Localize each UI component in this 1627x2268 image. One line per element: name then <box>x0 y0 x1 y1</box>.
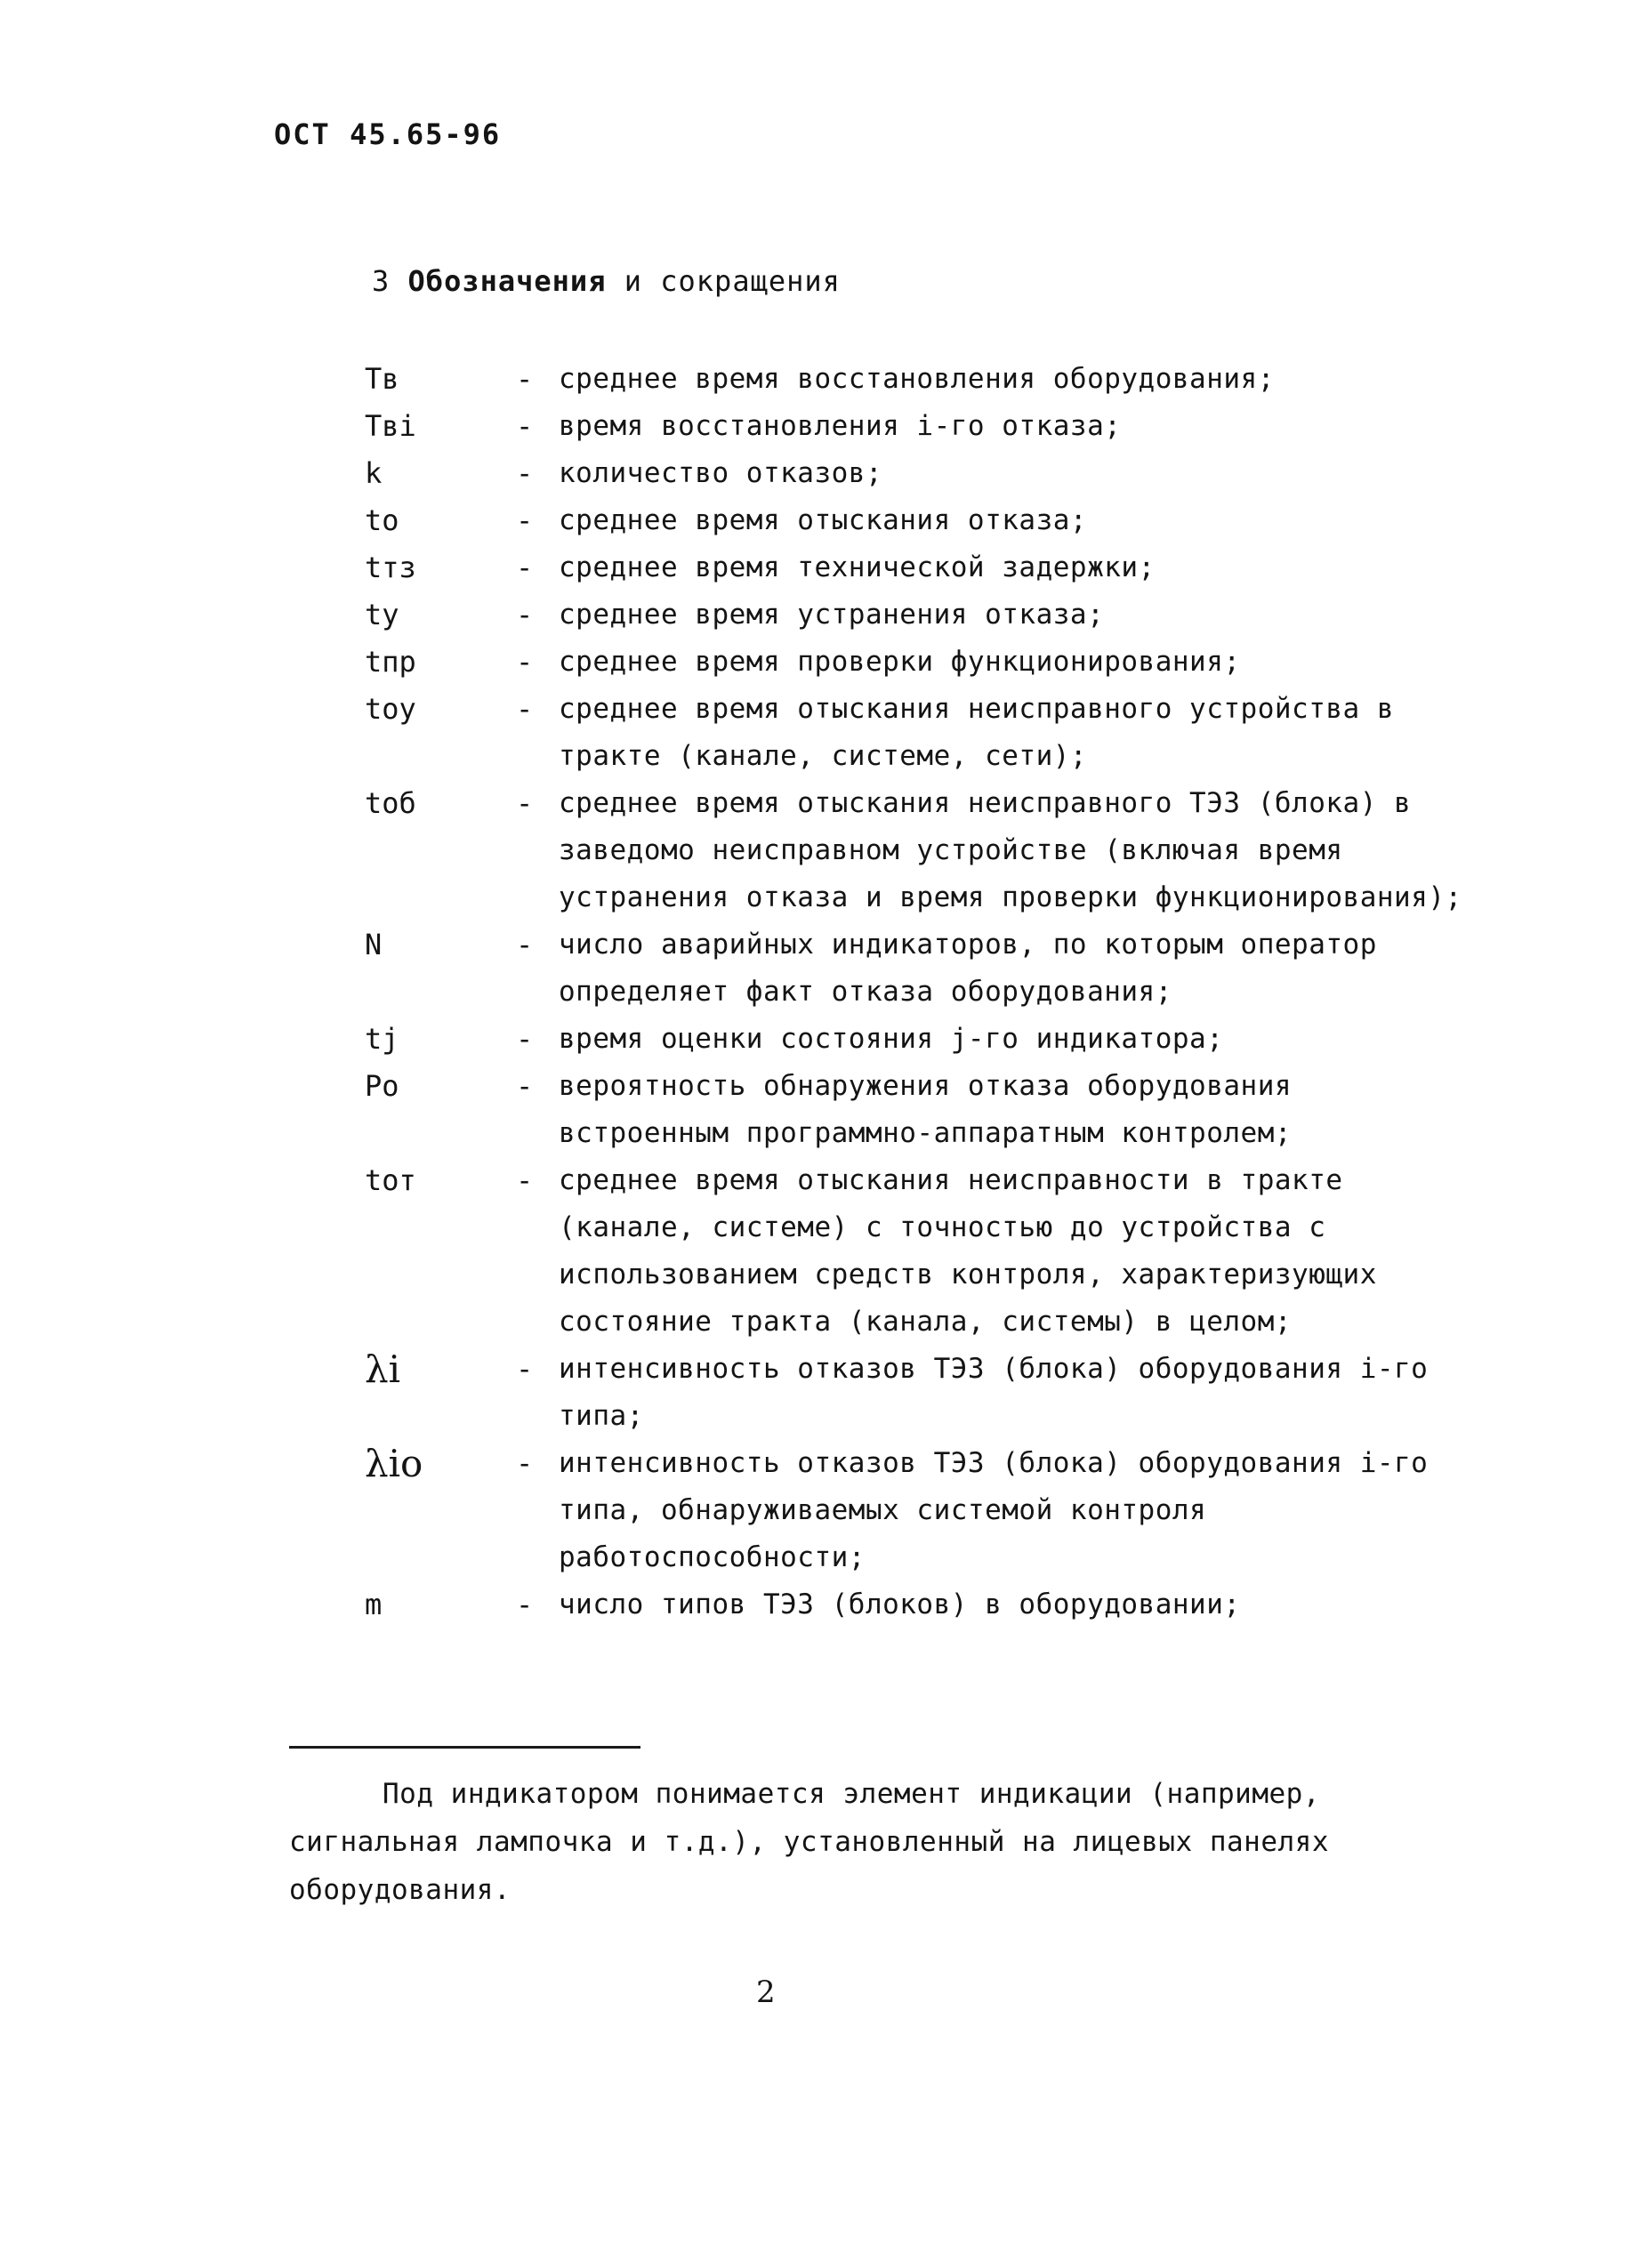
abbreviation-dash: - <box>516 1163 534 1197</box>
document-code: ОСТ 45.65-96 <box>274 117 502 151</box>
abbreviation-definition: среднее время устранения отказа; <box>559 599 1105 631</box>
abbreviation-symbol: toб <box>365 786 416 820</box>
abbreviation-row <box>365 1016 1468 1063</box>
abbreviation-row <box>365 639 1468 686</box>
abbreviation-definition: среднее время отыскания неисправности в тракте (канале, системе) с точностью до устройства с использованием средств контроля, характеризующих состояние тракта (канала, системы) в целом; <box>559 1164 1377 1338</box>
abbreviation-dash: - <box>516 692 534 726</box>
abbreviation-symbol: tтз <box>365 551 416 584</box>
abbreviation-definition: среднее время отыскания неисправного ТЭЗ (блока) в заведомо неисправном устройстве (включая время устранения отказа и время проверки функционирования); <box>559 787 1462 913</box>
abbreviation-dash: - <box>516 598 534 631</box>
abbreviation-symbol: Тв <box>365 362 399 396</box>
section-number: 3 <box>372 264 391 298</box>
abbreviation-list <box>365 356 1468 1629</box>
abbreviation-row <box>365 403 1468 450</box>
abbreviation-row <box>365 780 1468 921</box>
abbreviation-definition: среднее время проверки функционирования; <box>559 646 1241 678</box>
abbreviation-dash: - <box>516 362 534 396</box>
abbreviation-dash: - <box>516 645 534 679</box>
abbreviation-dash: - <box>516 1069 534 1103</box>
abbreviation-row <box>365 497 1468 544</box>
page-number: 2 <box>756 1974 776 2010</box>
abbreviation-definition: интенсивность отказов ТЭЗ (блока) оборудования i-го типа; <box>559 1353 1429 1432</box>
abbreviation-definition: среднее время технической задержки; <box>559 551 1156 583</box>
abbreviation-definition: время восстановления i-го отказа; <box>559 410 1122 442</box>
abbreviation-symbol: λio <box>365 1442 423 1485</box>
footnote: Под индикатором понимается элемент индикации (например, сигнальная лампочка и т.д.), установленный на лицевых панелях оборудования. <box>289 1778 1329 1906</box>
abbreviation-symbol: Po <box>365 1069 399 1103</box>
abbreviation-row <box>365 356 1468 403</box>
abbreviation-dash: - <box>516 1588 534 1621</box>
abbreviation-dash: - <box>516 786 534 820</box>
abbreviation-symbol: ty <box>365 598 399 631</box>
abbreviation-row <box>365 1346 1468 1440</box>
abbreviation-dash: - <box>516 1022 534 1056</box>
abbreviation-definition: число аварийных индикаторов, по которым оператор определяет факт отказа оборудования; <box>559 929 1377 1008</box>
abbreviation-row <box>365 1440 1468 1581</box>
abbreviation-dash: - <box>516 409 534 443</box>
abbreviation-dash: - <box>516 928 534 961</box>
abbreviation-row <box>365 1157 1468 1346</box>
abbreviation-symbol: Твi <box>365 409 416 443</box>
abbreviation-definition: среднее время отыскания отказа; <box>559 504 1088 536</box>
abbreviation-symbol: to <box>365 503 399 537</box>
abbreviation-symbol: λi <box>365 1347 401 1391</box>
abbreviation-symbol: tj <box>365 1022 399 1056</box>
abbreviation-row <box>365 1581 1468 1629</box>
abbreviation-symbol: toy <box>365 692 416 726</box>
abbreviation-row <box>365 591 1468 639</box>
abbreviation-definition: количество отказов; <box>559 457 883 489</box>
abbreviation-row <box>365 544 1468 591</box>
abbreviation-symbol: N <box>365 928 383 961</box>
abbreviation-symbol: m <box>365 1588 383 1621</box>
abbreviation-row <box>365 921 1468 1016</box>
abbreviation-definition: среднее время восстановления оборудования; <box>559 363 1275 395</box>
abbreviation-dash: - <box>516 1352 534 1386</box>
abbreviation-definition: время оценки состояния j-го индикатора; <box>559 1023 1224 1055</box>
abbreviation-dash: - <box>516 456 534 490</box>
abbreviation-definition: интенсивность отказов ТЭЗ (блока) оборудования i-го типа, обнаруживаемых системой контроля работоспособности; <box>559 1447 1429 1573</box>
abbreviation-symbol: tпр <box>365 645 416 679</box>
footnote-divider <box>289 1746 640 1749</box>
abbreviation-row <box>365 450 1468 497</box>
abbreviation-dash: - <box>516 503 534 537</box>
abbreviation-row <box>365 1063 1468 1157</box>
section-title-bold: Обозначения <box>407 264 607 298</box>
abbreviation-dash: - <box>516 551 534 584</box>
abbreviation-definition: вероятность обнаружения отказа оборудования встроенным программно-аппаратным контролем; <box>559 1070 1293 1149</box>
abbreviation-definition: среднее время отыскания неисправного устройства в тракте (канале, системе, сети); <box>559 693 1395 772</box>
abbreviation-dash: - <box>516 1446 534 1480</box>
abbreviation-definition: число типов ТЭЗ (блоков) в оборудовании; <box>559 1588 1241 1621</box>
abbreviation-symbol: toт <box>365 1163 416 1197</box>
section-title-rest: и сокращения <box>624 264 841 298</box>
abbreviation-row <box>365 686 1468 780</box>
section-heading <box>372 264 841 298</box>
abbreviation-symbol: k <box>365 456 383 490</box>
